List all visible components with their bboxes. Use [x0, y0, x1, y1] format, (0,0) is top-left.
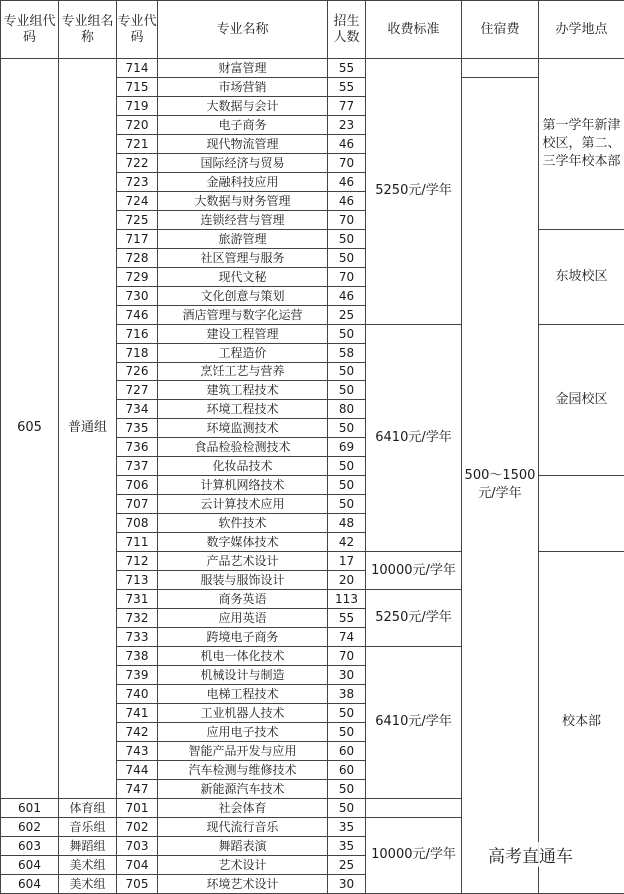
major-name-cell: 电梯工程技术: [158, 684, 328, 703]
group-name-cell: 体育组: [59, 798, 117, 817]
table-row: [1, 59, 624, 78]
major-name-cell: 服装与服饰设计: [158, 571, 328, 590]
major-code-cell: 741: [117, 703, 158, 722]
major-name-cell: 数字媒体技术: [158, 533, 328, 552]
enrollment-cell: 50: [328, 703, 366, 722]
major-name-cell: 烹饪工艺与营养: [158, 362, 328, 381]
header-tuition: 收费标准: [366, 1, 462, 59]
enrollment-cell: 23: [328, 115, 366, 134]
major-code-cell: 707: [117, 495, 158, 514]
major-code-cell: 743: [117, 741, 158, 760]
enrollment-cell: 60: [328, 760, 366, 779]
enrollment-cell: 69: [328, 438, 366, 457]
tuition-cell: 5250元/学年: [366, 590, 462, 647]
major-name-cell: 新能源汽车技术: [158, 779, 328, 798]
enrollment-cell: 70: [328, 153, 366, 172]
major-code-cell: 720: [117, 115, 158, 134]
enrollment-cell: 46: [328, 172, 366, 191]
major-code-cell: 735: [117, 419, 158, 438]
major-code-cell: 733: [117, 628, 158, 647]
major-name-cell: 应用英语: [158, 609, 328, 628]
header-major-code: 专业代码: [117, 1, 158, 59]
enrollment-cell: 46: [328, 134, 366, 153]
major-name-cell: 建筑工程技术: [158, 381, 328, 400]
enrollment-cell: 74: [328, 628, 366, 647]
dorm-fee-cell: 500～1500元/学年: [462, 77, 539, 893]
major-code-cell: 723: [117, 172, 158, 191]
major-name-cell: 现代物流管理: [158, 134, 328, 153]
enrollment-cell: 42: [328, 533, 366, 552]
major-name-cell: 财富管理: [158, 59, 328, 78]
tuition-cell: 10000元/学年: [366, 817, 462, 893]
major-code-cell: 721: [117, 134, 158, 153]
enrollment-cell: 50: [328, 248, 366, 267]
major-code-cell: 742: [117, 722, 158, 741]
enrollment-cell: 50: [328, 229, 366, 248]
major-name-cell: 艺术设计: [158, 855, 328, 874]
enrollment-cell: 30: [328, 874, 366, 893]
enrollment-cell: 55: [328, 77, 366, 96]
major-name-cell: 跨境电子商务: [158, 628, 328, 647]
major-name-cell: 金融科技应用: [158, 172, 328, 191]
major-name-cell: 社会体育: [158, 798, 328, 817]
major-code-cell: 703: [117, 836, 158, 855]
enrollment-cell: 50: [328, 495, 366, 514]
enrollment-cell: 77: [328, 96, 366, 115]
major-code-cell: 704: [117, 855, 158, 874]
enrollment-cell: 50: [328, 324, 366, 343]
major-code-cell: 714: [117, 59, 158, 78]
major-code-cell: 747: [117, 779, 158, 798]
major-name-cell: 建设工程管理: [158, 324, 328, 343]
major-name-cell: 汽车检测与维修技术: [158, 760, 328, 779]
enrollment-cell: 55: [328, 59, 366, 78]
major-name-cell: 工业机器人技术: [158, 703, 328, 722]
major-code-cell: 722: [117, 153, 158, 172]
major-name-cell: 国际经济与贸易: [158, 153, 328, 172]
major-code-cell: 737: [117, 457, 158, 476]
header-enrollment: 招生人数: [328, 1, 366, 59]
major-name-cell: 文化创意与策划: [158, 286, 328, 305]
enrollment-cell: 25: [328, 305, 366, 324]
major-code-cell: 725: [117, 210, 158, 229]
major-code-cell: 730: [117, 286, 158, 305]
enrollment-cell: 50: [328, 362, 366, 381]
major-name-cell: 旅游管理: [158, 229, 328, 248]
major-code-cell: 734: [117, 400, 158, 419]
major-code-cell: 724: [117, 191, 158, 210]
major-code-cell: 728: [117, 248, 158, 267]
enrollment-cell: 46: [328, 191, 366, 210]
major-code-cell: 726: [117, 362, 158, 381]
major-name-cell: 计算机网络技术: [158, 476, 328, 495]
enrollment-cell: 70: [328, 647, 366, 666]
enrollment-cell: 46: [328, 286, 366, 305]
major-code-cell: 711: [117, 533, 158, 552]
enrollment-cell: 60: [328, 741, 366, 760]
major-name-cell: 环境监测技术: [158, 419, 328, 438]
enrollment-cell: 30: [328, 666, 366, 685]
major-name-cell: 机电一体化技术: [158, 647, 328, 666]
major-name-cell: 工程造价: [158, 343, 328, 362]
enrollment-cell: 55: [328, 609, 366, 628]
group-name-cell: 舞蹈组: [59, 836, 117, 855]
enrollment-cell: 70: [328, 267, 366, 286]
group-code-cell: 605: [1, 59, 59, 799]
enrollment-cell: 17: [328, 552, 366, 571]
major-name-cell: 电子商务: [158, 115, 328, 134]
group-code-cell: 603: [1, 836, 59, 855]
major-name-cell: 商务英语: [158, 590, 328, 609]
watermark-text: 高考直通车: [486, 842, 575, 867]
enrollment-cell: 50: [328, 722, 366, 741]
group-name-cell: 美术组: [59, 855, 117, 874]
tuition-cell: 5250元/学年: [366, 59, 462, 325]
major-name-cell: 大数据与会计: [158, 96, 328, 115]
enrollment-cell: 50: [328, 457, 366, 476]
header-row: [1, 1, 624, 59]
major-code-cell: 718: [117, 343, 158, 362]
major-code-cell: 731: [117, 590, 158, 609]
major-name-cell: 食品检验检测技术: [158, 438, 328, 457]
major-name-cell: 大数据与财务管理: [158, 191, 328, 210]
major-code-cell: 740: [117, 684, 158, 703]
major-code-cell: 739: [117, 666, 158, 685]
enrollment-cell: 38: [328, 684, 366, 703]
major-code-cell: 746: [117, 305, 158, 324]
enrollment-cell: 20: [328, 571, 366, 590]
header-major-name: 专业名称: [158, 1, 328, 59]
header-group-name: 专业组名称: [59, 1, 117, 59]
major-code-cell: 705: [117, 874, 158, 893]
major-name-cell: 酒店管理与数字化运营: [158, 305, 328, 324]
major-name-cell: 环境艺术设计: [158, 874, 328, 893]
table-body: [1, 59, 624, 894]
major-code-cell: 701: [117, 798, 158, 817]
major-name-cell: 现代文秘: [158, 267, 328, 286]
enrollment-cell: 50: [328, 476, 366, 495]
enrollment-cell: 50: [328, 381, 366, 400]
campus-cell: 东坡校区: [539, 229, 624, 324]
major-name-cell: 社区管理与服务: [158, 248, 328, 267]
major-code-cell: 736: [117, 438, 158, 457]
major-code-cell: 732: [117, 609, 158, 628]
major-name-cell: 连锁经营与管理: [158, 210, 328, 229]
enrollment-cell: 50: [328, 779, 366, 798]
campus-cell: 金园校区: [539, 324, 624, 476]
major-code-cell: 702: [117, 817, 158, 836]
dorm-fee-cell: [462, 59, 539, 78]
major-code-cell: 708: [117, 514, 158, 533]
major-name-cell: 市场营销: [158, 77, 328, 96]
header-campus: 办学地点: [539, 1, 624, 59]
major-name-cell: 现代流行音乐: [158, 817, 328, 836]
major-name-cell: 云计算技术应用: [158, 495, 328, 514]
enrollment-cell: 35: [328, 817, 366, 836]
major-name-cell: 环境工程技术: [158, 400, 328, 419]
header-group-code: 专业组代码: [1, 1, 59, 59]
major-code-cell: 729: [117, 267, 158, 286]
header-dorm: 住宿费: [462, 1, 539, 59]
enrollment-cell: 25: [328, 855, 366, 874]
major-code-cell: 738: [117, 647, 158, 666]
major-code-cell: 706: [117, 476, 158, 495]
major-name-cell: 产品艺术设计: [158, 552, 328, 571]
major-code-cell: 719: [117, 96, 158, 115]
major-code-cell: 727: [117, 381, 158, 400]
group-code-cell: 604: [1, 855, 59, 874]
tuition-cell: 10000元/学年: [366, 552, 462, 590]
campus-cell: [539, 476, 624, 552]
major-code-cell: 715: [117, 77, 158, 96]
major-name-cell: 舞蹈表演: [158, 836, 328, 855]
major-name-cell: 智能产品开发与应用: [158, 741, 328, 760]
group-code-cell: 604: [1, 874, 59, 893]
enrollment-cell: 58: [328, 343, 366, 362]
major-code-cell: 744: [117, 760, 158, 779]
major-name-cell: 软件技术: [158, 514, 328, 533]
enrollment-cell: 35: [328, 836, 366, 855]
major-code-cell: 717: [117, 229, 158, 248]
tuition-cell: 6410元/学年: [366, 324, 462, 552]
group-code-cell: 602: [1, 817, 59, 836]
tuition-cell: 6410元/学年: [366, 647, 462, 799]
major-name-cell: 应用电子技术: [158, 722, 328, 741]
group-name-cell: 美术组: [59, 874, 117, 893]
enrollment-cell: 113: [328, 590, 366, 609]
campus-cell: 第一学年新津校区，第二、三学年校本部: [539, 59, 624, 230]
major-code-cell: 712: [117, 552, 158, 571]
enrollment-cell: 70: [328, 210, 366, 229]
campus-cell: 校本部: [539, 552, 624, 893]
major-name-cell: 化妆品技术: [158, 457, 328, 476]
enrollment-cell: 50: [328, 798, 366, 817]
major-code-cell: 713: [117, 571, 158, 590]
group-name-cell: 普通组: [59, 59, 117, 799]
tuition-cell: [366, 798, 462, 817]
enrollment-cell: 80: [328, 400, 366, 419]
major-code-cell: 716: [117, 324, 158, 343]
group-code-cell: 601: [1, 798, 59, 817]
major-name-cell: 机械设计与制造: [158, 666, 328, 685]
group-name-cell: 音乐组: [59, 817, 117, 836]
enrollment-cell: 50: [328, 419, 366, 438]
enrollment-cell: 48: [328, 514, 366, 533]
